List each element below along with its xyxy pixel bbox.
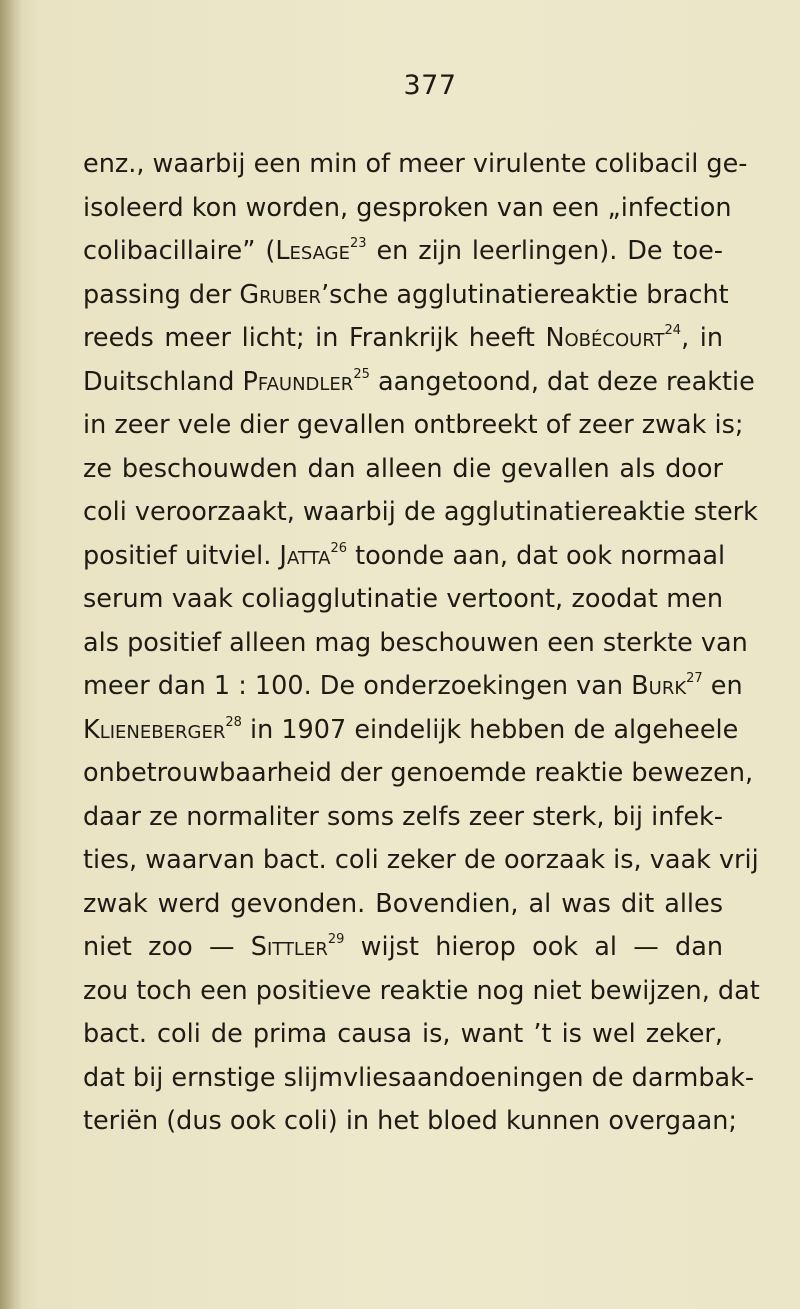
footnote-reference: 27: [686, 671, 703, 686]
text-line: [83, 230, 723, 274]
text-segment: reeds meer licht; in Frankrijk heeft: [83, 323, 546, 353]
text-segment: aangetoond, dat deze reaktie: [369, 366, 755, 397]
text-segment: positief uitviel.: [83, 540, 280, 571]
footnote-reference: 23: [349, 236, 367, 251]
text-line: [83, 926, 723, 970]
page-number: 377: [403, 70, 457, 101]
author-name: Gruber: [239, 279, 322, 310]
text-line: [83, 361, 755, 405]
text-line: [83, 883, 723, 927]
text-line: [83, 187, 732, 231]
text-line: [83, 752, 754, 796]
text-line: [83, 317, 723, 361]
text-line: [83, 535, 726, 579]
author-name: Jatta: [279, 540, 331, 571]
text-segment: en zijn leerlingen). De toe-: [366, 236, 723, 266]
text-segment: zwak werd gevonden. Bovendien, al was dit alles: [83, 888, 723, 919]
footnote-reference: 29: [327, 932, 345, 947]
text-line: [83, 404, 744, 448]
text-segment: ties, waarvan bact. coli zeker de oorzaak is, vaak vrij: [83, 845, 759, 875]
text-segment: toonde aan, dat ook normaal: [347, 540, 726, 571]
text-segment: in zeer vele dier gevallen ontbreekt of zeer zwak is;: [83, 410, 744, 440]
text-segment: ze beschouwden dan alleen die gevallen als door: [83, 453, 723, 484]
text-segment: dat bij ernstige slijmvliesaandoeningen de darmbak-: [83, 1062, 755, 1093]
text-segment: , in: [681, 323, 723, 353]
text-line: [83, 578, 723, 622]
text-segment: daar ze normaliter soms zelfs zeer sterk, bij infek-: [83, 801, 723, 832]
author-name: Sittler: [250, 932, 328, 962]
text-segment: zou toch een positieve reaktie nog niet bewijzen, dat: [83, 975, 760, 1006]
spine-shadow: [0, 0, 22, 1309]
text-line: [83, 839, 759, 883]
text-segment: serum vaak coliagglutinatie vertoont, zoodat men: [83, 584, 723, 614]
text-segment: niet zoo —: [83, 932, 251, 962]
author-name: Klieneberger: [83, 714, 226, 745]
author-name: Nobécourt: [545, 323, 665, 353]
text-segment: enz., waarbij een min of meer virulente colibacil ge-: [83, 149, 748, 179]
text-line: [83, 622, 748, 666]
text-segment: coli veroorzaakt, waarbij de agglutinatiereaktie sterk: [83, 497, 758, 527]
text-segment: passing der: [83, 279, 240, 310]
text-line: [83, 1057, 755, 1101]
text-line: [83, 491, 758, 535]
text-line: [83, 1100, 738, 1144]
text-line: [83, 796, 723, 840]
text-segment: bact. coli de prima causa is, want ’t is wel zeker,: [83, 1019, 723, 1049]
text-line: [83, 709, 739, 753]
footnote-reference: 25: [353, 366, 370, 382]
body-text: [83, 143, 760, 1144]
footnote-reference: 24: [664, 323, 682, 338]
text-segment: onbetrouwbaarheid der genoemde reaktie bewezen,: [83, 758, 754, 788]
text-segment: Duitschland: [83, 366, 243, 397]
text-segment: in 1907 eindelijk hebben de algeheele: [241, 714, 739, 745]
footnote-reference: 26: [330, 540, 347, 556]
text-segment: wijst hierop ook al — dan: [344, 932, 723, 962]
text-line: [83, 448, 723, 492]
text-segment: teriën (dus ook coli) in het bloed kunnen overgaan;: [83, 1106, 738, 1136]
text-segment: ’sche agglutinatiereaktie bracht: [321, 279, 729, 310]
author-name: Burk: [631, 671, 687, 701]
text-line: [83, 665, 743, 709]
footnote-reference: 28: [225, 714, 242, 730]
text-segment: meer dan 1 : 100. De onderzoekingen van: [83, 671, 632, 701]
author-name: Pfaundler: [242, 366, 354, 397]
text-segment: isoleerd kon worden, gesproken van een „infection: [83, 192, 732, 223]
text-line: [83, 970, 760, 1014]
text-segment: colibacillaire” (: [83, 236, 276, 266]
author-name: Lesage: [275, 236, 350, 266]
text-segment: en: [702, 671, 743, 701]
text-line: [83, 143, 748, 187]
text-line: [83, 274, 729, 318]
text-line: [83, 1013, 723, 1057]
text-segment: als positief alleen mag beschouwen een sterkte van: [83, 627, 748, 658]
